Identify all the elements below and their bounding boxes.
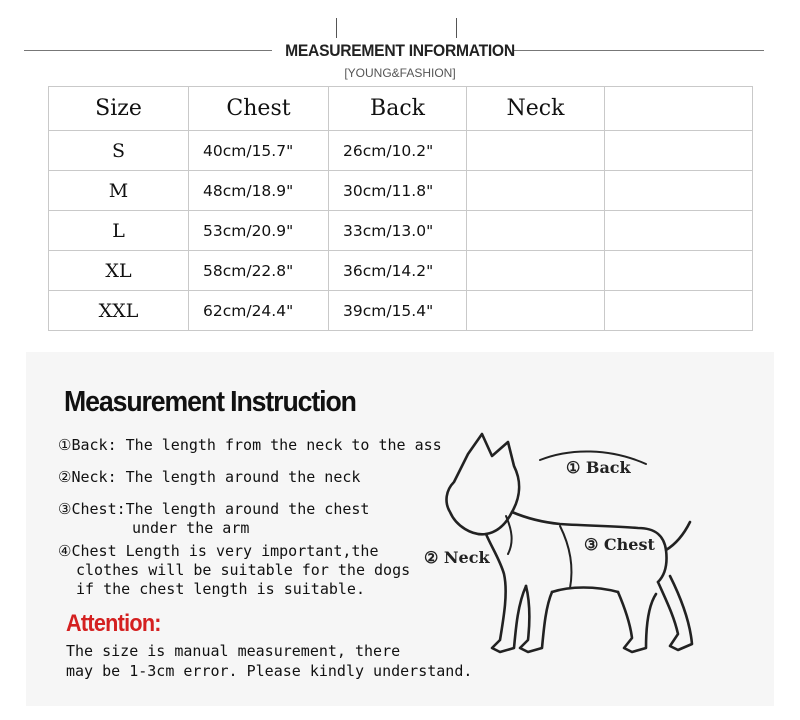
chest-cell: 58cm/22.8" (189, 251, 329, 291)
neck-cell (467, 171, 605, 211)
header-subtitle: [YOUNG&FASHION] (344, 66, 456, 80)
size-cell: XL (49, 251, 189, 291)
instruction-chest-length: ④Chest Length is very important,the (58, 542, 379, 560)
header-tick-right (456, 18, 457, 38)
back-cell: 33cm/13.0" (329, 211, 467, 251)
back-cell: 30cm/11.8" (329, 171, 467, 211)
extra-cell (605, 211, 753, 251)
header-title: MEASUREMENT INFORMATION (285, 41, 515, 60)
size-cell: M (49, 171, 189, 211)
instruction-chest-cont: under the arm (132, 519, 250, 537)
neck-cell (467, 291, 605, 331)
table-row (49, 171, 753, 211)
column-header-size: Size (49, 87, 189, 131)
table-row (49, 131, 753, 171)
size-cell: L (49, 211, 189, 251)
back-cell: 26cm/10.2" (329, 131, 467, 171)
extra-cell (605, 131, 753, 171)
attention-title: Attention: (66, 610, 161, 637)
back-cell: 36cm/14.2" (329, 251, 467, 291)
chest-cell: 40cm/15.7" (189, 131, 329, 171)
extra-cell (605, 251, 753, 291)
column-header-extra (605, 87, 753, 131)
neck-label: ② Neck (424, 548, 490, 567)
back-cell: 39cm/15.4" (329, 291, 467, 331)
table-row (49, 251, 753, 291)
table-row (49, 211, 753, 251)
instruction-neck: ②Neck: The length around the neck (58, 468, 361, 486)
extra-cell (605, 171, 753, 211)
back-label: ① Back (566, 458, 631, 477)
table-header-row (49, 87, 753, 131)
instruction-back: ①Back: The length from the neck to the ass (58, 436, 442, 454)
instruction-chest-length-cont1: clothes will be suitable for the dogs (76, 561, 411, 579)
instruction-title: Measurement Instruction (64, 386, 356, 418)
neck-cell (467, 251, 605, 291)
column-header-chest: Chest (189, 87, 329, 131)
size-cell: S (49, 131, 189, 171)
size-table (48, 86, 753, 331)
table-row (49, 291, 753, 331)
chest-label: ③ Chest (584, 535, 655, 554)
header-tick-left (336, 18, 337, 38)
neck-cell (467, 131, 605, 171)
chest-cell: 53cm/20.9" (189, 211, 329, 251)
attention-line-2: may be 1-3cm error. Please kindly understand. (66, 662, 473, 680)
neck-cell (467, 211, 605, 251)
instruction-chest: ③Chest:The length around the chest (58, 500, 370, 518)
extra-cell (605, 291, 753, 331)
column-header-back: Back (329, 87, 467, 131)
instruction-chest-length-cont2: if the chest length is suitable. (76, 580, 365, 598)
chest-cell: 48cm/18.9" (189, 171, 329, 211)
column-header-neck: Neck (467, 87, 605, 131)
attention-line-1: The size is manual measurement, there (66, 642, 401, 660)
size-cell: XXL (49, 291, 189, 331)
chest-cell: 62cm/24.4" (189, 291, 329, 331)
